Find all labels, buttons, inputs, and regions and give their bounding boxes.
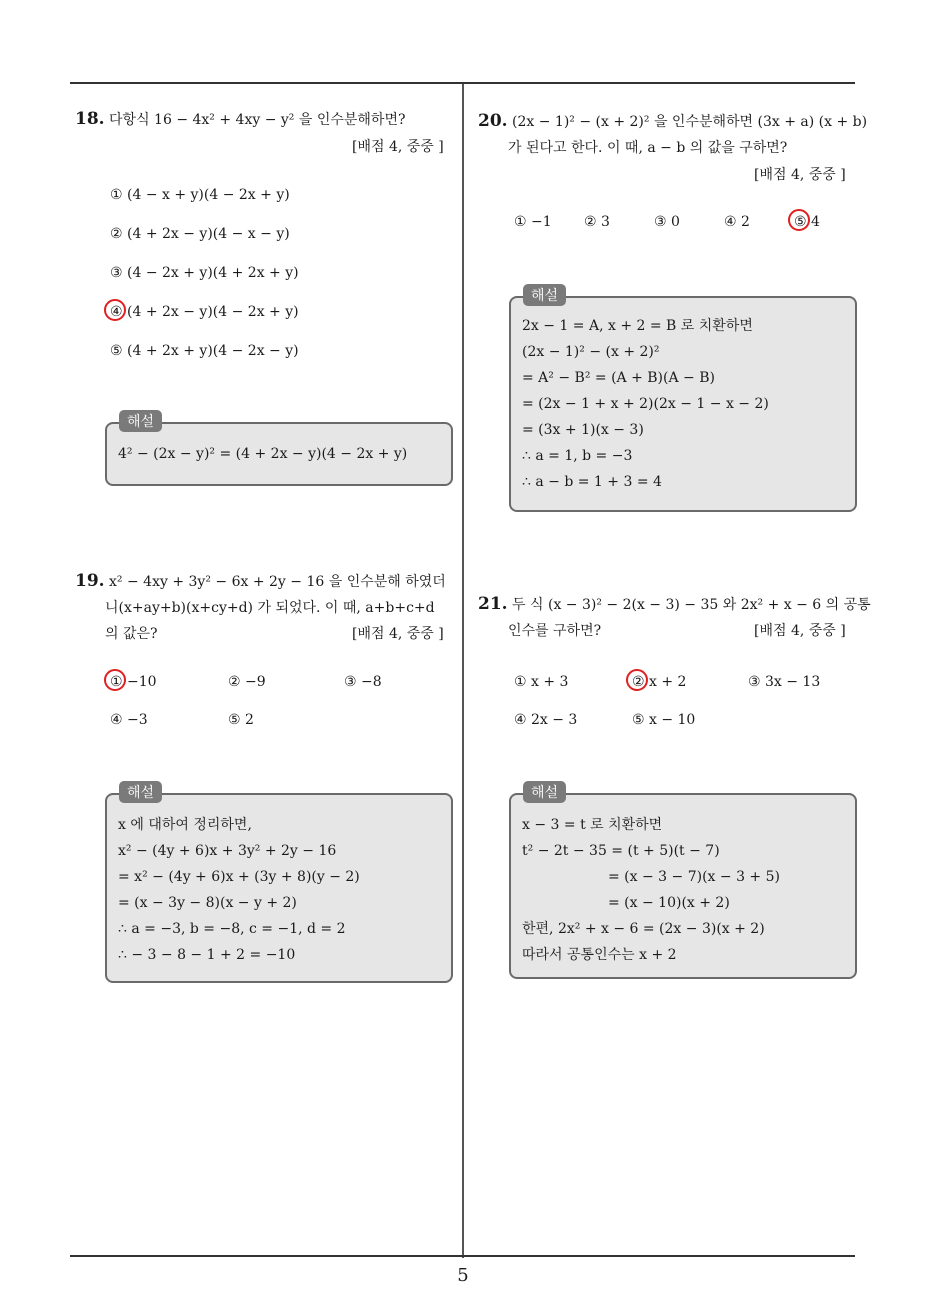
- answer-circle-mark: [104, 669, 126, 691]
- answer-circle-mark: [626, 669, 648, 691]
- column-divider: [462, 84, 464, 1258]
- p19-choice-2[interactable]: ② −9: [228, 674, 266, 690]
- page-number: 5: [457, 1265, 469, 1286]
- problem-number: 18.: [75, 109, 105, 129]
- p20-choice-5[interactable]: [794, 214, 820, 230]
- p20-choice-1[interactable]: ① −1: [514, 214, 552, 230]
- p19-solution-text: [118, 812, 360, 968]
- p18-choice-2[interactable]: ② (4 + 2x − y)(4 − x − y): [110, 226, 290, 242]
- p19-choice-3[interactable]: ③ −8: [344, 674, 382, 690]
- solution-line: x 에 대하여 정리하면,: [118, 817, 252, 833]
- problem-18: [75, 106, 455, 133]
- solution-line: ∴ a = 1, b = −3: [522, 448, 633, 464]
- p20-solution-tag: 해설: [523, 284, 566, 306]
- problem-number: 20.: [478, 111, 508, 131]
- p18-solution-tag: 해설: [119, 410, 162, 432]
- problem-text-line1: x² − 4xy + 3y² − 6x + 2y − 16 을 인수분해 하였더: [109, 574, 446, 590]
- solution-line: = (x − 10)(x + 2): [608, 895, 730, 911]
- solution-line: ∴ a − b = 1 + 3 = 4: [522, 474, 662, 490]
- choice-label: ② x + 2: [632, 674, 687, 690]
- problem-number: 21.: [478, 594, 508, 614]
- solution-line: 한편, 2x² + x − 6 = (2x − 3)(x + 2): [522, 921, 765, 937]
- solution-line: ∴ − 3 − 8 − 1 + 2 = −10: [118, 947, 296, 963]
- p21-choice-4[interactable]: ④ 2x − 3: [514, 712, 578, 728]
- choice-label: ① −10: [110, 674, 157, 690]
- solution-line: 4² − (2x − y)² = (4 + 2x − y)(4 − 2x + y): [118, 446, 408, 462]
- problem-text-line1: (2x − 1)² − (x + 2)² 을 인수분해하면 (3x + a) (x + b): [512, 114, 868, 130]
- choice-label: ④ (4 + 2x − y)(4 − 2x + y): [110, 304, 299, 320]
- p19-choice-4[interactable]: ④ −3: [110, 712, 148, 728]
- p21-choice-5[interactable]: ⑤ x − 10: [632, 712, 696, 728]
- solution-line: = (x − 3 − 7)(x − 3 + 5): [608, 869, 780, 885]
- p21-choice-1[interactable]: ① x + 3: [514, 674, 569, 690]
- p18-choice-1[interactable]: ① (4 − x + y)(4 − 2x + y): [110, 187, 290, 203]
- problem-20: [478, 108, 868, 161]
- solution-line: = (x − 3y − 8)(x − y + 2): [118, 895, 297, 911]
- p21-solution-tag: 해설: [523, 781, 566, 803]
- answer-circle-mark: [104, 299, 126, 321]
- p18-choice-5[interactable]: ⑤ (4 + 2x + y)(4 − 2x − y): [110, 343, 299, 359]
- solution-line: ∴ a = −3, b = −8, c = −1, d = 2: [118, 921, 346, 937]
- p21-choice-3[interactable]: ③ 3x − 13: [748, 674, 821, 690]
- problem-text-line3: 의 값은?: [105, 626, 158, 642]
- p20-choice-2[interactable]: ② 3: [584, 214, 610, 230]
- bottom-rule: [70, 1255, 855, 1257]
- problem-text-line1: 두 식 (x − 3)² − 2(x − 3) − 35 와 2x² + x − 6 의 공통: [512, 597, 871, 613]
- choice-label: ⑤ 4: [794, 214, 820, 230]
- problem-21-points: [배점 4, 중중 ]: [754, 623, 846, 639]
- p18-choice-3[interactable]: ③ (4 − 2x + y)(4 + 2x + y): [110, 265, 299, 281]
- p19-choice-1[interactable]: [110, 674, 157, 690]
- p19-solution-tag: 해설: [119, 781, 162, 803]
- p20-choice-4[interactable]: ④ 2: [724, 214, 750, 230]
- p18-choice-4[interactable]: [110, 304, 299, 320]
- p20-choice-3[interactable]: ③ 0: [654, 214, 680, 230]
- problem-number: 19.: [75, 571, 105, 591]
- solution-line: x − 3 = t 로 치환하면: [522, 817, 663, 833]
- p21-choice-2[interactable]: [632, 674, 686, 690]
- p21-solution-text: [522, 812, 780, 968]
- problem-text-line2: 인수를 구하면?: [508, 623, 602, 639]
- problem-20-points: [배점 4, 중중 ]: [754, 167, 846, 183]
- p18-solution-text: [118, 441, 407, 467]
- solution-line: 2x − 1 = A, x + 2 = B 로 치환하면: [522, 318, 753, 334]
- solution-line: = (2x − 1 + x + 2)(2x − 1 − x − 2): [522, 396, 769, 412]
- problem-text: 다항식 16 − 4x² + 4xy − y² 을 인수분해하면?: [109, 112, 406, 128]
- problem-18-points: [배점 4, 중중 ]: [352, 139, 444, 155]
- solution-line: 따라서 공통인수는 x + 2: [522, 947, 677, 963]
- problem-text-line2: 니(x+ay+b)(x+cy+d) 가 되었다. 이 때, a+b+c+d: [105, 600, 435, 616]
- solution-line: = x² − (4y + 6)x + (3y + 8)(y − 2): [118, 869, 360, 885]
- solution-line: x² − (4y + 6)x + 3y² + 2y − 16: [118, 843, 337, 859]
- solution-line: = A² − B² = (A + B)(A − B): [522, 370, 715, 386]
- p19-choice-5[interactable]: ⑤ 2: [228, 712, 254, 728]
- answer-circle-mark: [788, 209, 810, 231]
- solution-line: t² − 2t − 35 = (t + 5)(t − 7): [522, 843, 720, 859]
- p20-solution-text: [522, 313, 769, 495]
- solution-line: (2x − 1)² − (x + 2)²: [522, 344, 660, 360]
- solution-line: = (3x + 1)(x − 3): [522, 422, 644, 438]
- problem-19-points: [배점 4, 중중 ]: [352, 626, 444, 642]
- problem-text-line2: 가 된다고 한다. 이 때, a − b 의 값을 구하면?: [508, 140, 788, 156]
